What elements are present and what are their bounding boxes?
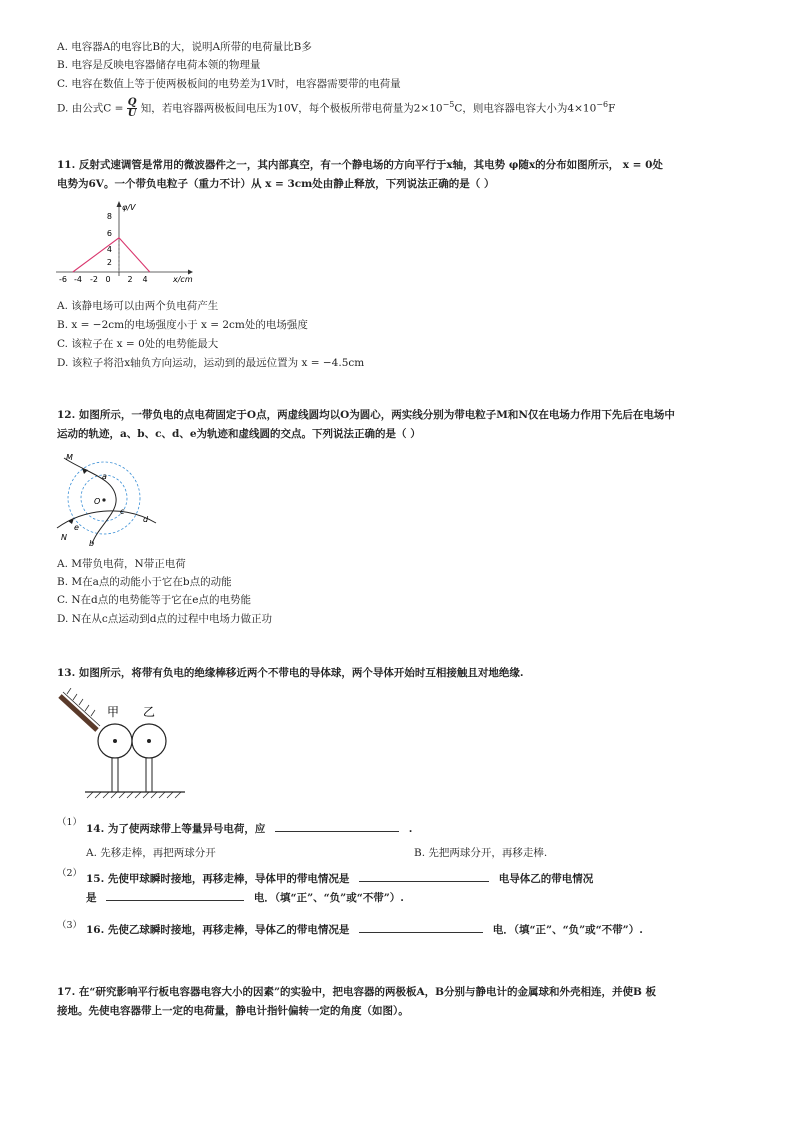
q13-spheres-diagram: [55, 688, 195, 803]
ground-hatching: [87, 792, 181, 798]
q13-part2-mid: 电导体乙的带电情况: [498, 873, 594, 885]
trajectory-m: [64, 458, 116, 544]
q10-option-c: C. 电容在数值上等于使两极板间的电势差为1V时，电容器需要带的电荷量: [57, 78, 401, 90]
y-tick-2: 2: [106, 258, 112, 267]
y-axis-label: φ/V: [122, 203, 136, 212]
q10-d-mid: C，则电容器电容大小为4×10: [454, 102, 597, 115]
q12-stem-line2: 运动的轨迹，a、b、c、d、e为轨迹和虚线圆的交点。下列说法正确的是（ ）: [57, 428, 421, 440]
label-m: M: [66, 453, 73, 462]
x-tick-m4: -4: [74, 275, 82, 284]
q12-option-a: A. M带负电荷，N带正电荷: [57, 558, 186, 570]
q10-d-exp2: −6: [596, 100, 609, 109]
x-tick-4: 4: [142, 275, 148, 284]
q13-part1-text: 14. 为了使两球带上等量异号电荷，应: [86, 823, 266, 835]
q17-line2: 接地。先使电容器带上一定的电荷量，静电计指针偏转一定的角度（如图）。: [57, 1005, 409, 1017]
y-tick-8: 8: [106, 212, 112, 221]
q10-d-exp1: −5: [442, 100, 455, 109]
q12-option-d: D. N在从c点运动到d点的过程中电场力做正功: [57, 613, 273, 625]
q13-part3-text: 16. 先使乙球瞬时接地，再移走棒，导体乙的带电情况是: [86, 924, 350, 936]
q11-option-c: C. 该粒子在 x = 0处的电势能最大: [57, 338, 219, 350]
y-axis-arrow-icon: [117, 201, 122, 207]
q13-part2-blank-yi[interactable]: [106, 890, 244, 901]
q10-d-denominator: U: [127, 108, 137, 119]
x-tick-m2: -2: [90, 275, 98, 284]
x-axis-label: x/cm: [173, 275, 193, 284]
q11-option-b: B. x = −2cm的电场强度小于 x = 2cm处的电场强度: [57, 319, 308, 331]
q12-trajectory-diagram: [52, 448, 162, 550]
q13-part1-end: .: [408, 823, 413, 835]
x-tick-m6: -6: [59, 275, 67, 284]
q10-d-fraction: [127, 98, 138, 119]
q13-part2-number: （2）: [57, 868, 83, 879]
q10-option-d: [57, 98, 615, 119]
q13-part2-line2: [86, 890, 404, 905]
q13-part3-suffix: 电．（填“正”、“负”或“不带”）.: [492, 924, 643, 936]
rod-edge: [63, 692, 100, 726]
x-tick-2: 2: [127, 275, 133, 284]
q13-part1-blank[interactable]: [275, 821, 399, 832]
q13-part1-option-a: A. 先移走棒，再把两球分开: [86, 847, 216, 859]
q13-part1: [86, 821, 412, 836]
q13-part2-line2-prefix: 是: [86, 892, 97, 904]
label-e: e: [74, 523, 79, 532]
q13-part3: [86, 922, 643, 937]
sphere-yi-center: [147, 739, 151, 743]
q10-option-b: B. 电容是反映电容器储存电荷本领的物理量: [57, 59, 261, 71]
label-d: d: [143, 515, 149, 524]
stand-yi: [146, 758, 152, 792]
x-axis-arrow-icon: [188, 270, 193, 275]
q13-part2-line2-suffix: 电．（填“正”、“负”或“不带”）.: [253, 892, 404, 904]
q10-d-end: F: [608, 102, 616, 115]
label-o: O: [94, 497, 101, 506]
y-tick-6: 6: [106, 229, 112, 238]
q10-option-a: A. 电容器A的电容比B的大，说明A所带的电荷量比B多: [57, 41, 312, 53]
q13-part3-number: （3）: [57, 920, 83, 931]
label-n: N: [61, 533, 67, 542]
charge-point-o: [102, 498, 105, 501]
y-tick-4: 4: [106, 245, 112, 254]
q13-part1-number: （1）: [57, 817, 83, 828]
label-b: b: [89, 539, 95, 548]
x-tick-0: 0: [105, 275, 111, 284]
q11-potential-graph: [52, 198, 202, 288]
q12-option-b: B. M在a点的动能小于它在b点的动能: [57, 576, 232, 588]
charged-rod: [60, 696, 97, 730]
q11-option-d: D. 该粒子将沿x轴负方向运动，运动到的最远位置为 x = −4.5cm: [57, 357, 365, 369]
q13-part1-option-b: B. 先把两球分开，再移走棒.: [414, 847, 548, 859]
q12-option-c: C. N在d点的电势能等于它在e点的电势能: [57, 594, 251, 606]
q11-option-a: A. 该静电场可以由两个负电荷产生: [57, 300, 219, 312]
sphere-jia-center: [113, 739, 117, 743]
q10-d-numerator: Q: [127, 97, 137, 108]
label-jia: 甲: [107, 705, 120, 719]
rod-hatching: [67, 688, 95, 716]
q17-line1: 17. 在“研究影响平行板电容器电容大小的因素”的实验中，把电容器的两极板A，B分别与静电计的金属球和外壳相连，并使B 板: [57, 986, 657, 998]
q10-d-text: 知，若电容器两极板间电压为10V，每个极板所带电荷量为2×10: [140, 102, 443, 115]
q13-part3-blank[interactable]: [359, 922, 483, 933]
q13-stem: 13. 如图所示，将带有负电的绝缘棒移近两个不带电的导体球，两个导体开始时互相接触且对地绝缘.: [57, 667, 524, 679]
q11-stem-line2: 电势为6V。一个带负电粒子（重力不计）从 x = 3cm处由静止释放，下列说法正确的是（ ）: [57, 178, 495, 190]
q11-stem-line1: 11. 反射式速调管是常用的微波器件之一，其内部真空，有一个静电场的方向平行于x轴，其电势 φ随x的分布如图所示， x = 0处: [57, 159, 663, 171]
q13-part2-text: 15. 先使甲球瞬时接地，再移走棒，导体甲的带电情况是: [86, 873, 350, 885]
q13-part2-line1: [86, 871, 593, 886]
q10-d-prefix: D. 由公式C =: [57, 102, 124, 115]
stand-jia: [112, 758, 118, 792]
label-c: c: [120, 507, 125, 516]
q12-stem-line1: 12. 如图所示，一带负电的点电荷固定于O点，两虚线圆均以O为圆心，两实线分别为带电粒子M和N仅在电场力作用下先后在电场中: [57, 409, 675, 421]
label-yi: 乙: [143, 705, 156, 719]
q13-part2-blank-jia[interactable]: [359, 871, 489, 882]
label-a: a: [102, 472, 107, 481]
